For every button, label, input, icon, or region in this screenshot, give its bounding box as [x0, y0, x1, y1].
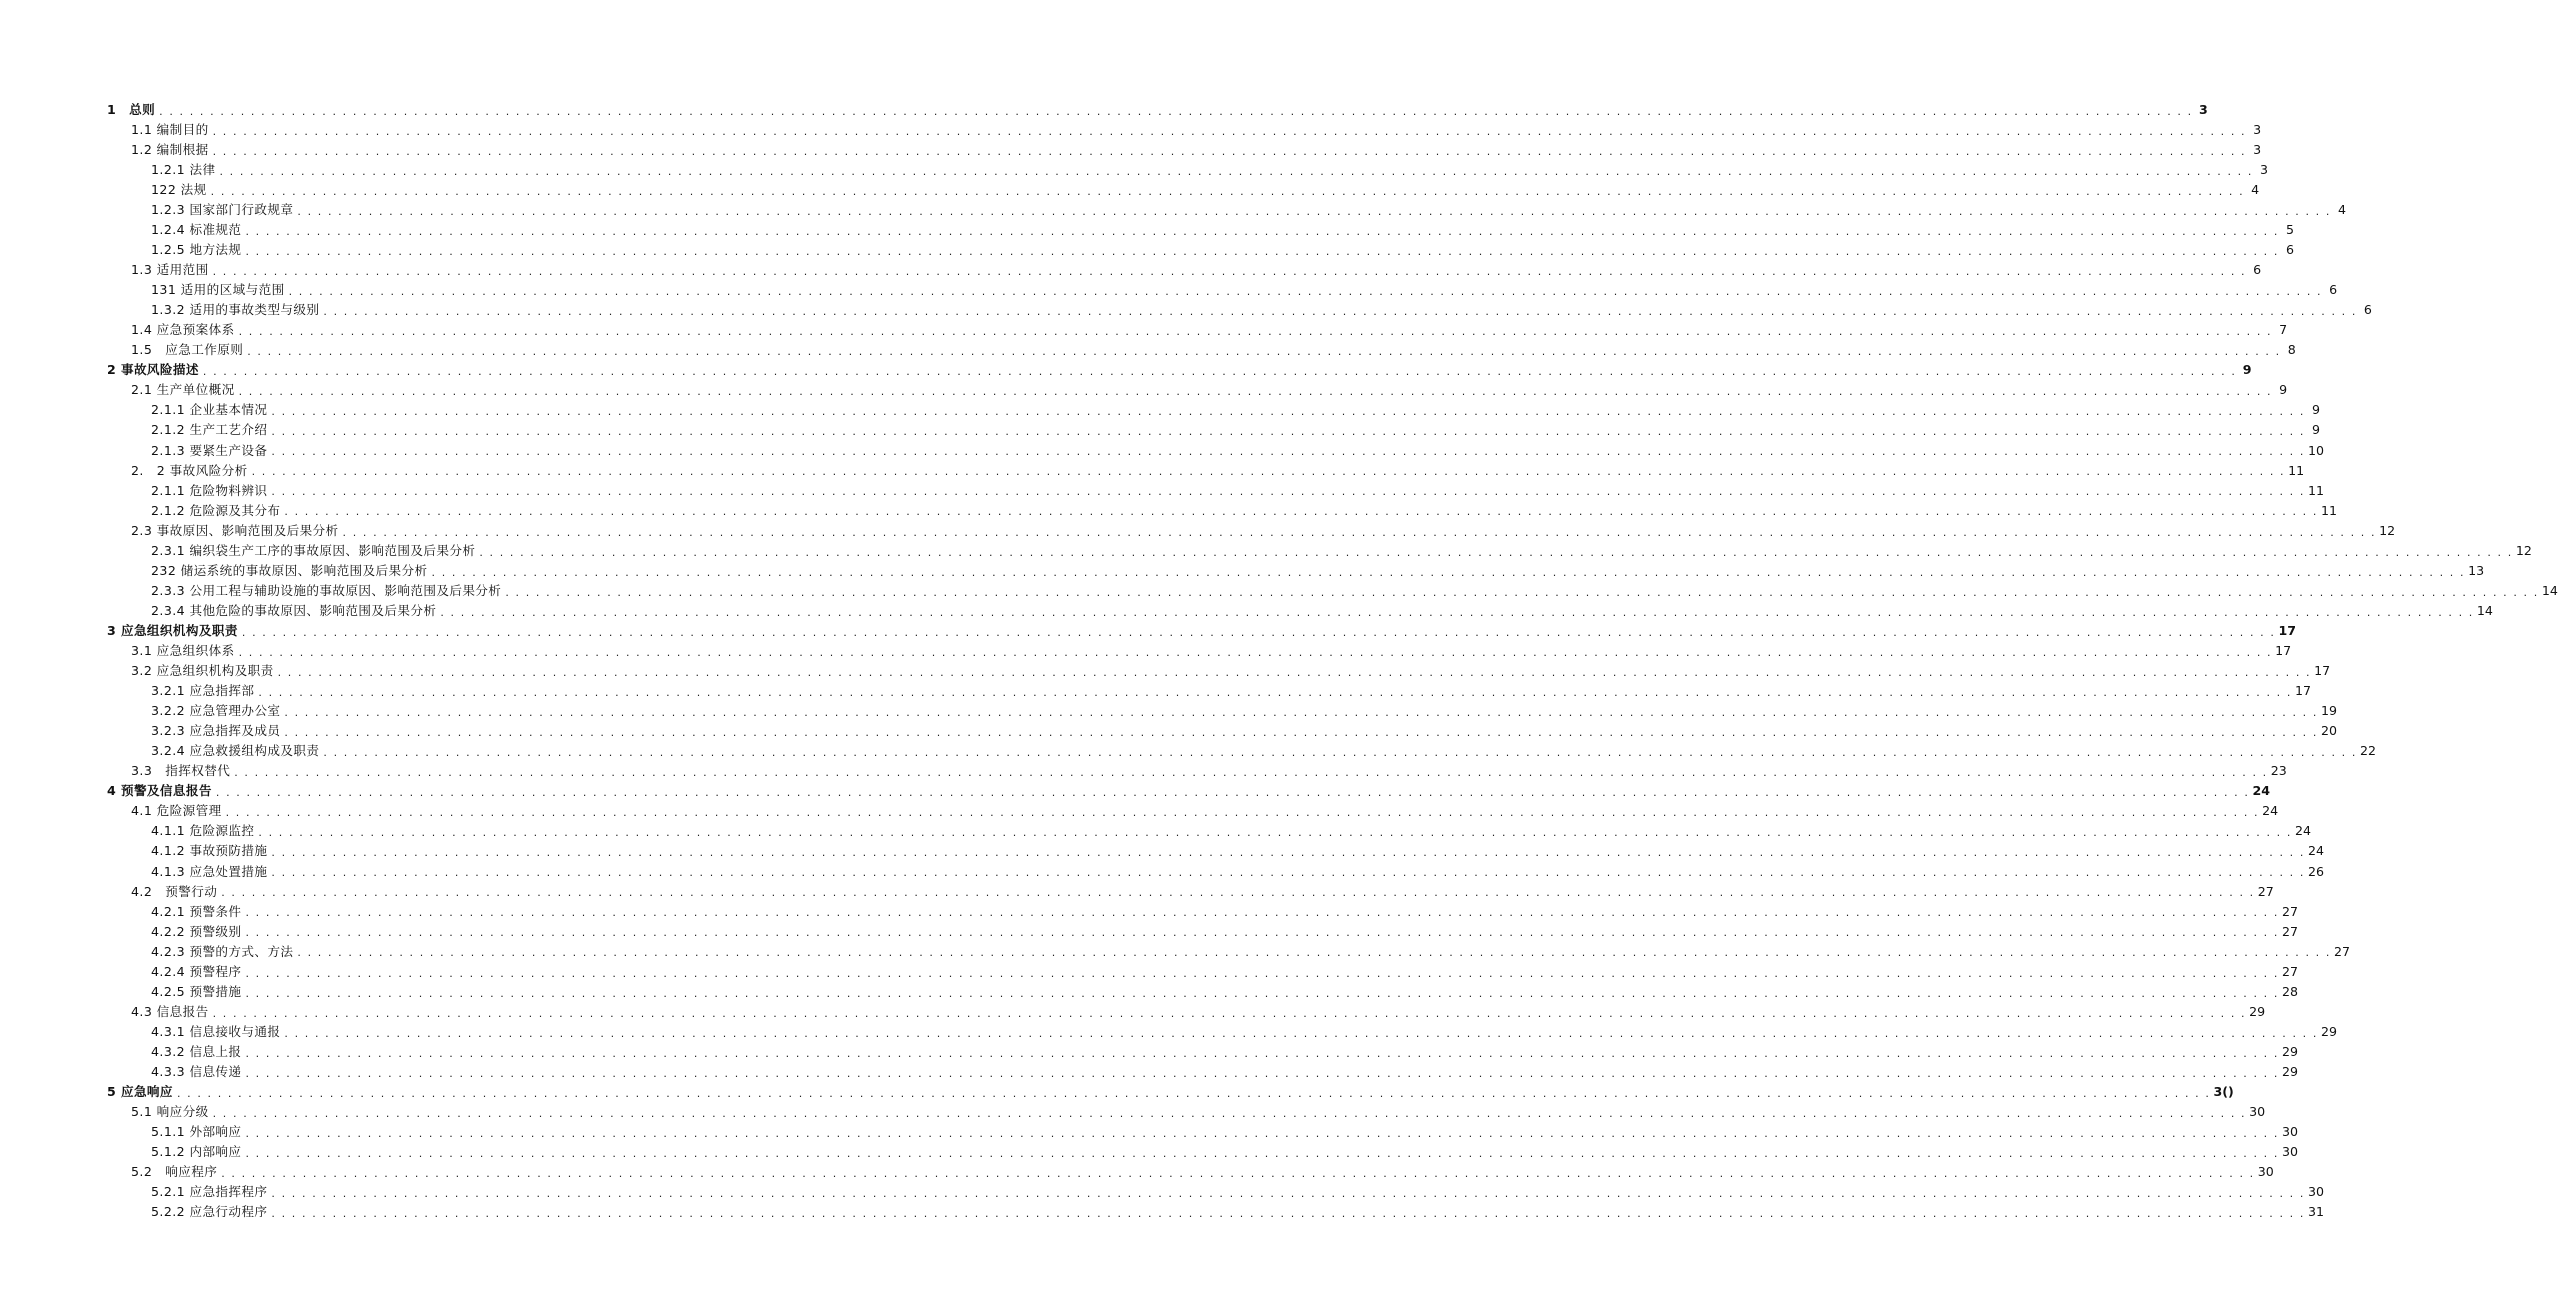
toc-entry[interactable] — [0, 1042, 2299, 1062]
toc-entry-inner — [0, 181, 2260, 198]
dot-leader: . . . . . . . . . . . . . . . . . . . . . . . . . . . . . . . . . . . . . . . . . . . . . . . . . . . . . . . . . . . . . . . . . . . . . . . . . . . . . . . . . . . . . . . . . . . . . . . . . . . . . . . . . . . . . . . . . . . . . . . . . . . . . . . . . . . . . . . . . . . . . . . . . . . . . . . . . . . . . . . . . . . . . . . . . . . . . . . . . . . . . . . . . . . . . . . . . . . . . . . . — [277, 665, 2312, 679]
toc-entry-page-number: 24 — [2262, 803, 2279, 819]
toc-entry-inner — [0, 1063, 2299, 1080]
toc-entry-inner — [0, 763, 2287, 780]
toc-entry-title: 2.1.1 企业基本情况 — [151, 402, 268, 418]
toc-entry-inner — [0, 863, 2324, 880]
toc-entry-page-number: 30 — [2249, 1104, 2266, 1120]
dot-leader: . . . . . . . . . . . . . . . . . . . . . . . . . . . . . . . . . . . . . . . . . . . . . . . . . . . . . . . . . . . . . . . . . . . . . . . . . . . . . . . . . . . . . . . . . . . . . . . . . . . . . . . . . . . . . . . . . . . . . . . . . . . . . . . . . . . . . . . . . . . . . . . . . . . . . . . . . . . . . . . . . . . . . . . . . . . . . . . . . . . . . . . . . . . . . . . . . . . . . . . . — [215, 786, 2250, 800]
toc-entry-title: 1.3 适用范围 — [131, 262, 209, 278]
toc-entry-inner — [0, 242, 2294, 258]
toc-entry-inner — [0, 522, 2396, 539]
dot-leader: . . . . . . . . . . . . . . . . . . . . . . . . . . . . . . . . . . . . . . . . . . . . . . . . . . . . . . . . . . . . . . . . . . . . . . . . . . . . . . . . . . . . . . . . . . . . . . . . . . . . . . . . . . . . . . . . . . . . . . . . . . . . . . . . . . . . . . . . . . . . . . . . . . . . . . . . . . . . . . . . . . . . . . . . . . . . . . . . . . . . . . . . . . . . . . . . . . . . . . . . — [225, 806, 2260, 820]
dot-leader: . . . . . . . . . . . . . . . . . . . . . . . . . . . . . . . . . . . . . . . . . . . . . . . . . . . . . . . . . . . . . . . . . . . . . . . . . . . . . . . . . . . . . . . . . . . . . . . . . . . . . . . . . . . . . . . . . . . . . . . . . . . . . . . . . . . . . . . . . . . . . . . . . . . . . . . . . . . . . . . . . . . . . . . . . . . . . . . . . . . . . . . . . . . . . . . . . . . . . . . . — [247, 345, 2281, 359]
toc-entry-inner — [0, 923, 2299, 940]
toc-entry-page-number: 3 — [2259, 161, 2268, 177]
toc-entry-page-number: 27 — [2281, 923, 2299, 939]
toc-entry-page-number: 30 — [2257, 1164, 2274, 1180]
toc-entry[interactable] — [0, 862, 2324, 882]
dot-leader: . . . . . . . . . . . . . . . . . . . . . . . . . . . . . . . . . . . . . . . . . . . . . . . . . . . . . . . . . . . . . . . . . . . . . . . . . . . . . . . . . . . . . . . . . . . . . . . . . . . . . . . . . . . . . . . . . . . . . . . . . . . . . . . . . . . . . . . . . . . . . . . . . . . . . . . . . . . . . . . . . . . . . . . . . . . . . . . . . . . . . . . . . . . . . . . . . . . . . . . . — [288, 284, 2323, 298]
toc-entry[interactable] — [0, 260, 2262, 280]
toc-entry[interactable] — [0, 822, 2311, 842]
toc-entry-title: 5.1 响应分级 — [131, 1104, 209, 1120]
toc-entry-inner — [0, 602, 2493, 619]
toc-entry-title: 122 法规 — [151, 181, 207, 197]
toc-entry-page-number: 12 — [2515, 542, 2532, 558]
toc-entry-inner — [0, 101, 2208, 118]
toc-entry[interactable] — [0, 701, 2337, 721]
toc-entry-inner — [0, 723, 2337, 739]
toc-entry[interactable] — [0, 1102, 2266, 1122]
toc-entry-inner — [0, 683, 2311, 699]
toc-entry[interactable] — [0, 1162, 2274, 1182]
toc-entry-inner — [0, 502, 2337, 519]
dot-leader: . . . . . . . . . . . . . . . . . . . . . . . . . . . . . . . . . . . . . . . . . . . . . . . . . . . . . . . . . . . . . . . . . . . . . . . . . . . . . . . . . . . . . . . . . . . . . . . . . . . . . . . . . . . . . . . . . . . . . . . . . . . . . . . . . . . . . . . . . . . . . . . . . . . . . . . . . . . . . . . . . . . . . . . . . . . . . . . . . . . . . . . . . . . . . . . . . . . . . . . . — [271, 846, 2305, 860]
toc-entry-inner — [0, 803, 2279, 820]
toc-entry-inner — [0, 141, 2262, 158]
toc-entry-inner — [0, 1164, 2274, 1180]
toc-entry-title: 4.1 危险源管理 — [131, 803, 222, 819]
toc-entry-title: 2.1.3 要紧生产设备 — [151, 442, 268, 458]
toc-entry-inner — [0, 121, 2262, 138]
toc-entry-title: 1.3.2 适用的事故类型与级别 — [151, 302, 320, 318]
toc-entry-page-number: 30 — [2281, 1124, 2299, 1140]
toc-entry-inner — [0, 542, 2532, 559]
toc-entry-title: 1.5 应急工作原则 — [131, 342, 244, 358]
toc-entry-page-number: 26 — [2307, 863, 2324, 879]
toc-entry-inner — [0, 302, 2372, 318]
toc-entry-page-number: 20 — [2320, 723, 2337, 739]
toc-entry-title: 5.2 响应程序 — [131, 1164, 218, 1180]
table-of-contents — [0, 100, 2558, 1223]
toc-entry-title: 4.3 信息报告 — [131, 1003, 209, 1019]
toc-entry[interactable] — [0, 661, 2331, 681]
dot-leader: . . . . . . . . . . . . . . . . . . . . . . . . . . . . . . . . . . . . . . . . . . . . . . . . . . . . . . . . . . . . . . . . . . . . . . . . . . . . . . . . . . . . . . . . . . . . . . . . . . . . . . . . . . . . . . . . . . . . . . . . . . . . . . . . . . . . . . . . . . . . . . . . . . . . . . . . . . . . . . . . . . . . . . . . . . . . . . . . . . . . . . . . . . . . . . . . . . . . . . . . — [245, 1046, 2279, 1060]
toc-entry-page-number: 11 — [2288, 462, 2305, 478]
toc-entry-title: 3.2.4 应急救援组构成及职责 — [151, 743, 320, 759]
toc-entry[interactable] — [0, 581, 2558, 601]
toc-entry-page-number: 27 — [2281, 963, 2299, 979]
toc-entry-title: 4.2 预警行动 — [131, 883, 218, 899]
toc-entry-page-number: 24 — [2307, 843, 2324, 859]
toc-entry[interactable] — [0, 220, 2294, 240]
toc-entry-title: 4.2.4 预警程序 — [151, 963, 242, 979]
toc-entry[interactable] — [0, 521, 2396, 541]
toc-entry[interactable] — [0, 200, 2346, 220]
toc-entry[interactable] — [0, 762, 2287, 782]
toc-entry-inner — [0, 482, 2324, 499]
dot-leader: . . . . . . . . . . . . . . . . . . . . . . . . . . . . . . . . . . . . . . . . . . . . . . . . . . . . . . . . . . . . . . . . . . . . . . . . . . . . . . . . . . . . . . . . . . . . . . . . . . . . . . . . . . . . . . . . . . . . . . . . . . . . . . . . . . . . . . . . . . . . . . . . . . . . . . . . . . . . . . . . . . . . . . . . . . . . . . . . . . . . . . . . . . . . . . . . . . . . . . . . — [245, 986, 2279, 1000]
toc-entry-page-number: 3 — [2198, 101, 2208, 117]
toc-entry-title: 232 储运系统的事故原因、影响范围及后果分析 — [151, 562, 428, 578]
toc-entry-inner — [0, 262, 2262, 278]
toc-entry-inner — [0, 161, 2268, 178]
toc-entry-title: 4.1.2 事故预防措施 — [151, 843, 268, 859]
toc-entry-page-number: 11 — [2307, 482, 2324, 498]
dot-leader: . . . . . . . . . . . . . . . . . . . . . . . . . . . . . . . . . . . . . . . . . . . . . . . . . . . . . . . . . . . . . . . . . . . . . . . . . . . . . . . . . . . . . . . . . . . . . . . . . . . . . . . . . . . . . . . . . . . . . . . . . . . . . . . . . . . . . . . . . . . . . . . . . . . . . . . . . . . . . . . . . . . . . . . . . . . . . . . . . . . . . . . . . . . . . . . . . . . . . . . . — [271, 405, 2305, 419]
toc-entry-page-number: 9 — [2242, 362, 2252, 378]
dot-leader: . . . . . . . . . . . . . . . . . . . . . . . . . . . . . . . . . . . . . . . . . . . . . . . . . . . . . . . . . . . . . . . . . . . . . . . . . . . . . . . . . . . . . . . . . . . . . . . . . . . . . . . . . . . . . . . . . . . . . . . . . . . . . . . . . . . . . . . . . . . . . . . . . . . . . . . . . . . . . . . . . . . . . . . . . . . . . . . . . . . . . . . . . . . . . . . . . . . . . . . . — [284, 705, 2318, 719]
toc-entry-title: 2.1.2 生产工艺介绍 — [151, 422, 268, 438]
toc-entry-title: 4.2.1 预警条件 — [151, 903, 242, 919]
toc-entry[interactable] — [0, 160, 2268, 180]
toc-entry-inner — [0, 1144, 2299, 1160]
toc-entry-page-number: 9 — [2279, 382, 2288, 398]
toc-entry[interactable] — [0, 1122, 2299, 1142]
toc-entry-inner — [0, 562, 2485, 579]
dot-leader: . . . . . . . . . . . . . . . . . . . . . . . . . . . . . . . . . . . . . . . . . . . . . . . . . . . . . . . . . . . . . . . . . . . . . . . . . . . . . . . . . . . . . . . . . . . . . . . . . . . . . . . . . . . . . . . . . . . . . . . . . . . . . . . . . . . . . . . . . . . . . . . . . . . . . . . . . . . . . . . . . . . . . . . . . . . . . . . . . . . . . . . . . . . . . . . . . . . . . . . . — [210, 184, 2245, 198]
toc-entry-title: 1.1 编制目的 — [131, 121, 209, 137]
dot-leader: . . . . . . . . . . . . . . . . . . . . . . . . . . . . . . . . . . . . . . . . . . . . . . . . . . . . . . . . . . . . . . . . . . . . . . . . . . . . . . . . . . . . . . . . . . . . . . . . . . . . . . . . . . . . . . . . . . . . . . . . . . . . . . . . . . . . . . . . . . . . . . . . . . . . . . . . . . . . . . . . . . . . . . . . . . . . . . . . . . . . . . . . . . . . . . . . . . . . . . . . — [241, 625, 2276, 639]
toc-entry-title: 2 事故风险描述 — [107, 362, 199, 378]
toc-entry-title: 1.2.1 法律 — [151, 161, 216, 177]
toc-entry-title: 131 适用的区域与范围 — [151, 282, 285, 298]
toc-entry-page-number: 13 — [2468, 562, 2485, 578]
dot-leader: . . . . . . . . . . . . . . . . . . . . . . . . . . . . . . . . . . . . . . . . . . . . . . . . . . . . . . . . . . . . . . . . . . . . . . . . . . . . . . . . . . . . . . . . . . . . . . . . . . . . . . . . . . . . . . . . . . . . . . . . . . . . . . . . . . . . . . . . . . . . . . . . . . . . . . . . . . . . . . . . . . . . . . . . . . . . . . . . . . . . . . . . . . . . . . . . . . . . . . . . — [440, 605, 2474, 619]
toc-entry[interactable] — [0, 461, 2305, 481]
toc-entry[interactable] — [0, 641, 2292, 661]
toc-entry-page-number: 3 — [2253, 121, 2262, 137]
toc-entry-inner — [0, 1043, 2299, 1060]
toc-entry-page-number: 31 — [2307, 1204, 2324, 1220]
toc-entry-inner — [0, 883, 2274, 900]
toc-entry[interactable] — [0, 341, 2296, 361]
toc-entry-page-number: 19 — [2320, 703, 2337, 719]
dot-leader: . . . . . . . . . . . . . . . . . . . . . . . . . . . . . . . . . . . . . . . . . . . . . . . . . . . . . . . . . . . . . . . . . . . . . . . . . . . . . . . . . . . . . . . . . . . . . . . . . . . . . . . . . . . . . . . . . . . . . . . . . . . . . . . . . . . . . . . . . . . . . . . . . . . . . . . . . . . . . . . . . . . . . . . . . . . . . . . . . . . . . . . . . . . . . . . . . . . . . . . . — [234, 766, 2268, 780]
toc-entry-inner — [0, 622, 2296, 639]
dot-leader: . . . . . . . . . . . . . . . . . . . . . . . . . . . . . . . . . . . . . . . . . . . . . . . . . . . . . . . . . . . . . . . . . . . . . . . . . . . . . . . . . . . . . . . . . . . . . . . . . . . . . . . . . . . . . . . . . . . . . . . . . . . . . . . . . . . . . . . . . . . . . . . . . . . . . . . . . . . . . . . . . . . . . . . . . . . . . . . . . . . . . . . . . . . . . . . . . . . . . . . . — [271, 1187, 2305, 1201]
dot-leader: . . . . . . . . . . . . . . . . . . . . . . . . . . . . . . . . . . . . . . . . . . . . . . . . . . . . . . . . . . . . . . . . . . . . . . . . . . . . . . . . . . . . . . . . . . . . . . . . . . . . . . . . . . . . . . . . . . . . . . . . . . . . . . . . . . . . . . . . . . . . . . . . . . . . . . . . . . . . . . . . . . . . . . . . . . . . . . . . . . . . . . . . . . . . . . . . . . . . . . . . — [297, 204, 2331, 218]
toc-entry-page-number: 27 — [2257, 883, 2274, 899]
toc-entry-title: 3.2.1 应急指挥部 — [151, 683, 255, 699]
toc-entry[interactable] — [0, 922, 2299, 942]
toc-entry[interactable] — [0, 742, 2376, 762]
toc-entry-page-number: 30 — [2281, 1144, 2299, 1160]
toc-entry-page-number: 8 — [2287, 342, 2296, 358]
dot-leader: . . . . . . . . . . . . . . . . . . . . . . . . . . . . . . . . . . . . . . . . . . . . . . . . . . . . . . . . . . . . . . . . . . . . . . . . . . . . . . . . . . . . . . . . . . . . . . . . . . . . . . . . . . . . . . . . . . . . . . . . . . . . . . . . . . . . . . . . . . . . . . . . . . . . . . . . . . . . . . . . . . . . . . . . . . . . . . . . . . . . . . . . . . . . . . . . . . . . . . . . — [505, 585, 2539, 599]
dot-leader: . . . . . . . . . . . . . . . . . . . . . . . . . . . . . . . . . . . . . . . . . . . . . . . . . . . . . . . . . . . . . . . . . . . . . . . . . . . . . . . . . . . . . . . . . . . . . . . . . . . . . . . . . . . . . . . . . . . . . . . . . . . . . . . . . . . . . . . . . . . . . . . . . . . . . . . . . . . . . . . . . . . . . . . . . . . . . . . . . . . . . . . . . . . . . . . . . . . . . . . . — [159, 104, 2193, 118]
dot-leader: . . . . . . . . . . . . . . . . . . . . . . . . . . . . . . . . . . . . . . . . . . . . . . . . . . . . . . . . . . . . . . . . . . . . . . . . . . . . . . . . . . . . . . . . . . . . . . . . . . . . . . . . . . . . . . . . . . . . . . . . . . . . . . . . . . . . . . . . . . . . . . . . . . . . . . . . . . . . . . . . . . . . . . . . . . . . . . . . . . . . . . . . . . . . . . . . . . . . . . . . — [271, 485, 2305, 499]
dot-leader: . . . . . . . . . . . . . . . . . . . . . . . . . . . . . . . . . . . . . . . . . . . . . . . . . . . . . . . . . . . . . . . . . . . . . . . . . . . . . . . . . . . . . . . . . . . . . . . . . . . . . . . . . . . . . . . . . . . . . . . . . . . . . . . . . . . . . . . . . . . . . . . . . . . . . . . . . . . . . . . . . . . . . . . . . . . . . . . . . . . . . . . . . . . . . . . . . . . . . . . . — [176, 1086, 2211, 1100]
toc-entry-page-number: 12 — [2379, 522, 2396, 538]
dot-leader: . . . . . . . . . . . . . . . . . . . . . . . . . . . . . . . . . . . . . . . . . . . . . . . . . . . . . . . . . . . . . . . . . . . . . . . . . . . . . . . . . . . . . . . . . . . . . . . . . . . . . . . . . . . . . . . . . . . . . . . . . . . . . . . . . . . . . . . . . . . . . . . . . . . . . . . . . . . . . . . . . . . . . . . . . . . . . . . . . . . . . . . . . . . . . . . . . . . . . . . . — [245, 1066, 2279, 1080]
toc-entry[interactable] — [0, 120, 2262, 140]
toc-entry-title: 2.1.1 危险物料辨识 — [151, 482, 268, 498]
toc-entry-page-number: 17 — [2294, 683, 2311, 699]
toc-entry-page-number: 17 — [2278, 622, 2296, 638]
toc-entry-page-number: 30 — [2307, 1184, 2324, 1200]
toc-entry[interactable] — [0, 381, 2288, 401]
toc-entry[interactable] — [0, 721, 2337, 741]
dot-leader: . . . . . . . . . . . . . . . . . . . . . . . . . . . . . . . . . . . . . . . . . . . . . . . . . . . . . . . . . . . . . . . . . . . . . . . . . . . . . . . . . . . . . . . . . . . . . . . . . . . . . . . . . . . . . . . . . . . . . . . . . . . . . . . . . . . . . . . . . . . . . . . . . . . . . . . . . . . . . . . . . . . . . . . . . . . . . . . . . . . . . . . . . . . . . . . . . . . . . . . . — [238, 385, 2273, 399]
toc-entry-title: 3.2 应急组织机构及职责 — [131, 663, 274, 679]
toc-entry-title: 2. 2 事故风险分析 — [131, 462, 248, 478]
toc-entry-inner — [0, 582, 2558, 599]
toc-entry-inner — [0, 222, 2294, 238]
dot-leader: . . . . . . . . . . . . . . . . . . . . . . . . . . . . . . . . . . . . . . . . . . . . . . . . . . . . . . . . . . . . . . . . . . . . . . . . . . . . . . . . . . . . . . . . . . . . . . . . . . . . . . . . . . . . . . . . . . . . . . . . . . . . . . . . . . . . . . . . . . . . . . . . . . . . . . . . . . . . . . . . . . . . . . . . . . . . . . . . . . . . . . . . . . . . . . . . . . . . . . . . — [245, 1126, 2279, 1140]
dot-leader: . . . . . . . . . . . . . . . . . . . . . . . . . . . . . . . . . . . . . . . . . . . . . . . . . . . . . . . . . . . . . . . . . . . . . . . . . . . . . . . . . . . . . . . . . . . . . . . . . . . . . . . . . . . . . . . . . . . . . . . . . . . . . . . . . . . . . . . . . . . . . . . . . . . . . . . . . . . . . . . . . . . . . . . . . . . . . . . . . . . . . . . . . . . . . . . . . . . . . . . . — [238, 645, 2273, 659]
toc-entry-page-number: 29 — [2320, 1023, 2337, 1039]
toc-entry-page-number: 27 — [2281, 903, 2299, 919]
toc-entry-page-number: 11 — [2320, 502, 2337, 518]
toc-entry-title: 2.3.4 其他危险的事故原因、影响范围及后果分析 — [151, 602, 437, 618]
toc-entry[interactable] — [0, 421, 2320, 441]
toc-entry[interactable] — [0, 1203, 2324, 1223]
dot-leader: . . . . . . . . . . . . . . . . . . . . . . . . . . . . . . . . . . . . . . . . . . . . . . . . . . . . . . . . . . . . . . . . . . . . . . . . . . . . . . . . . . . . . . . . . . . . . . . . . . . . . . . . . . . . . . . . . . . . . . . . . . . . . . . . . . . . . . . . . . . . . . . . . . . . . . . . . . . . . . . . . . . . . . . . . . . . . . . . . . . . . . . . . . . . . . . . . . . . . . . . — [271, 425, 2305, 439]
toc-entry-page-number: 4 — [2251, 181, 2260, 197]
toc-entry-title: 5.2.1 应急指挥程序 — [151, 1184, 268, 1200]
toc-entry[interactable] — [0, 802, 2279, 822]
toc-entry-title: 3.2.3 应急指挥及成员 — [151, 723, 281, 739]
toc-entry[interactable] — [0, 541, 2532, 561]
toc-entry-page-number: 22 — [2359, 743, 2376, 759]
toc-entry-title: 4.1.1 危险源监控 — [151, 823, 255, 839]
toc-entry[interactable] — [0, 902, 2299, 922]
toc-entry[interactable] — [0, 681, 2311, 701]
toc-entry-inner — [0, 442, 2324, 459]
toc-entry-title: 1.2 编制根据 — [131, 141, 209, 157]
toc-entry[interactable] — [0, 280, 2338, 300]
toc-entry-title: 2.1 生产单位概况 — [131, 382, 235, 398]
toc-entry-title: 1.2.4 标准规范 — [151, 222, 242, 237]
toc-entry-page-number: 4 — [2337, 201, 2346, 217]
toc-entry-page-number: 9 — [2311, 422, 2320, 438]
toc-entry[interactable] — [0, 300, 2372, 320]
toc-entry-page-number: 23 — [2270, 763, 2287, 779]
dot-leader: . . . . . . . . . . . . . . . . . . . . . . . . . . . . . . . . . . . . . . . . . . . . . . . . . . . . . . . . . . . . . . . . . . . . . . . . . . . . . . . . . . . . . . . . . . . . . . . . . . . . . . . . . . . . . . . . . . . . . . . . . . . . . . . . . . . . . . . . . . . . . . . . . . . . . . . . . . . . . . . . . . . . . . . . . . . . . . . . . . . . . . . . . . . . . . . . . . . . . . . . — [245, 926, 2279, 940]
toc-entry-title: 4.3.1 信息接收与通报 — [151, 1023, 281, 1039]
toc-entry-page-number: 17 — [2314, 663, 2331, 679]
dot-leader: . . . . . . . . . . . . . . . . . . . . . . . . . . . . . . . . . . . . . . . . . . . . . . . . . . . . . . . . . . . . . . . . . . . . . . . . . . . . . . . . . . . . . . . . . . . . . . . . . . . . . . . . . . . . . . . . . . . . . . . . . . . . . . . . . . . . . . . . . . . . . . . . . . . . . . . . . . . . . . . . . . . . . . . . . . . . . . . . . . . . . . . . . . . . . . . . . . . . . . . . — [258, 685, 2292, 699]
toc-entry-title: 4.2.5 预警措施 — [151, 983, 242, 999]
toc-entry-inner — [0, 743, 2376, 760]
toc-entry[interactable] — [0, 621, 2296, 641]
dot-leader: . . . . . . . . . . . . . . . . . . . . . . . . . . . . . . . . . . . . . . . . . . . . . . . . . . . . . . . . . . . . . . . . . . . . . . . . . . . . . . . . . . . . . . . . . . . . . . . . . . . . . . . . . . . . . . . . . . . . . . . . . . . . . . . . . . . . . . . . . . . . . . . . . . . . . . . . . . . . . . . . . . . . . . . . . . . . . . . . . . . . . . . . . . . . . . . . . . . . . . . . — [323, 304, 2357, 318]
toc-entry-inner — [0, 642, 2292, 659]
toc-entry[interactable] — [0, 180, 2260, 200]
toc-entry-title: 1 总则 — [107, 101, 156, 117]
toc-entry[interactable] — [0, 1183, 2324, 1203]
dot-leader: . . . . . . . . . . . . . . . . . . . . . . . . . . . . . . . . . . . . . . . . . . . . . . . . . . . . . . . . . . . . . . . . . . . . . . . . . . . . . . . . . . . . . . . . . . . . . . . . . . . . . . . . . . . . . . . . . . . . . . . . . . . . . . . . . . . . . . . . . . . . . . . . . . . . . . . . . . . . . . . . . . . . . . . . . . . . . . . . . . . . . . . . . . . . . . . . . . . . . . . . — [212, 124, 2247, 138]
dot-leader: . . . . . . . . . . . . . . . . . . . . . . . . . . . . . . . . . . . . . . . . . . . . . . . . . . . . . . . . . . . . . . . . . . . . . . . . . . . . . . . . . . . . . . . . . . . . . . . . . . . . . . . . . . . . . . . . . . . . . . . . . . . . . . . . . . . . . . . . . . . . . . . . . . . . . . . . . . . . . . . . . . . . . . . . . . . . . . . . . . . . . . . . . . . . . . . . . . . . . . . . — [219, 164, 2253, 178]
toc-entry-inner — [0, 783, 2270, 800]
dot-leader: . . . . . . . . . . . . . . . . . . . . . . . . . . . . . . . . . . . . . . . . . . . . . . . . . . . . . . . . . . . . . . . . . . . . . . . . . . . . . . . . . . . . . . . . . . . . . . . . . . . . . . . . . . . . . . . . . . . . . . . . . . . . . . . . . . . . . . . . . . . . . . . . . . . . . . . . . . . . . . . . . . . . . . . . . . . . . . . . . . . . . . . . . . . . . . . . . . . . . . . . — [271, 866, 2305, 880]
toc-entry-page-number: 6 — [2253, 262, 2262, 278]
toc-entry[interactable] — [0, 321, 2288, 341]
toc-entry-inner — [0, 322, 2288, 339]
toc-entry[interactable] — [0, 100, 2208, 120]
toc-entry-inner — [0, 1003, 2266, 1020]
toc-entry[interactable] — [0, 1022, 2337, 1042]
toc-entry-page-number: 3() — [2213, 1084, 2234, 1100]
toc-entry-title: 2.3.3 公用工程与辅助设施的事故原因、影响范围及后果分析 — [151, 582, 502, 598]
toc-entry-inner — [0, 943, 2350, 960]
dot-leader: . . . . . . . . . . . . . . . . . . . . . . . . . . . . . . . . . . . . . . . . . . . . . . . . . . . . . . . . . . . . . . . . . . . . . . . . . . . . . . . . . . . . . . . . . . . . . . . . . . . . . . . . . . . . . . . . . . . . . . . . . . . . . . . . . . . . . . . . . . . . . . . . . . . . . . . . . . . . . . . . . . . . . . . . . . . . . . . . . . . . . . . . . . . . . . . . . . . . . . . . — [202, 365, 2237, 379]
toc-entry[interactable] — [0, 1082, 2234, 1102]
toc-entry-inner — [0, 1023, 2337, 1040]
dot-leader: . . . . . . . . . . . . . . . . . . . . . . . . . . . . . . . . . . . . . . . . . . . . . . . . . . . . . . . . . . . . . . . . . . . . . . . . . . . . . . . . . . . . . . . . . . . . . . . . . . . . . . . . . . . . . . . . . . . . . . . . . . . . . . . . . . . . . . . . . . . . . . . . . . . . . . . . . . . . . . . . . . . . . . . . . . . . . . . . . . . . . . . . . . . . . . . . . . . . . . . . — [342, 525, 2377, 539]
toc-entry-title: 3.3 指挥权替代 — [131, 763, 231, 779]
toc-entry-page-number: 28 — [2281, 983, 2299, 999]
toc-entry-page-number: 29 — [2281, 1043, 2299, 1059]
toc-entry-inner — [0, 201, 2346, 218]
toc-entry-page-number: 5 — [2285, 222, 2294, 237]
toc-entry-inner — [0, 1184, 2324, 1201]
toc-entry[interactable] — [0, 240, 2294, 260]
dot-leader: . . . . . . . . . . . . . . . . . . . . . . . . . . . . . . . . . . . . . . . . . . . . . . . . . . . . . . . . . . . . . . . . . . . . . . . . . . . . . . . . . . . . . . . . . . . . . . . . . . . . . . . . . . . . . . . . . . . . . . . . . . . . . . . . . . . . . . . . . . . . . . . . . . . . . . . . . . . . . . . . . . . . . . . . . . . . . . . . . . . . . . . . . . . . . . . . . . . . . . . . — [323, 746, 2357, 760]
dot-leader: . . . . . . . . . . . . . . . . . . . . . . . . . . . . . . . . . . . . . . . . . . . . . . . . . . . . . . . . . . . . . . . . . . . . . . . . . . . . . . . . . . . . . . . . . . . . . . . . . . . . . . . . . . . . . . . . . . . . . . . . . . . . . . . . . . . . . . . . . . . . . . . . . . . . . . . . . . . . . . . . . . . . . . . . . . . . . . . . . . . . . . . . . . . . . . . . . . . . . . . . — [245, 1146, 2279, 1160]
toc-entry[interactable] — [0, 140, 2262, 160]
dot-leader: . . . . . . . . . . . . . . . . . . . . . . . . . . . . . . . . . . . . . . . . . . . . . . . . . . . . . . . . . . . . . . . . . . . . . . . . . . . . . . . . . . . . . . . . . . . . . . . . . . . . . . . . . . . . . . . . . . . . . . . . . . . . . . . . . . . . . . . . . . . . . . . . . . . . . . . . . . . . . . . . . . . . . . . . . . . . . . . . . . . . . . . . . . . . . . . . . . . . . . . . — [284, 725, 2318, 739]
dot-leader: . . . . . . . . . . . . . . . . . . . . . . . . . . . . . . . . . . . . . . . . . . . . . . . . . . . . . . . . . . . . . . . . . . . . . . . . . . . . . . . . . . . . . . . . . . . . . . . . . . . . . . . . . . . . . . . . . . . . . . . . . . . . . . . . . . . . . . . . . . . . . . . . . . . . . . . . . . . . . . . . . . . . . . . . . . . . . . . . . . . . . . . . . . . . . . . . . . . . . . . . — [297, 946, 2331, 960]
toc-entry-inner — [0, 983, 2299, 1000]
dot-leader: . . . . . . . . . . . . . . . . . . . . . . . . . . . . . . . . . . . . . . . . . . . . . . . . . . . . . . . . . . . . . . . . . . . . . . . . . . . . . . . . . . . . . . . . . . . . . . . . . . . . . . . . . . . . . . . . . . . . . . . . . . . . . . . . . . . . . . . . . . . . . . . . . . . . . . . . . . . . . . . . . . . . . . . . . . . . . . . . . . . . . . . . . . . . . . . . . . . . . . . . — [245, 224, 2279, 238]
toc-entry-inner — [0, 382, 2288, 399]
dot-leader: . . . . . . . . . . . . . . . . . . . . . . . . . . . . . . . . . . . . . . . . . . . . . . . . . . . . . . . . . . . . . . . . . . . . . . . . . . . . . . . . . . . . . . . . . . . . . . . . . . . . . . . . . . . . . . . . . . . . . . . . . . . . . . . . . . . . . . . . . . . . . . . . . . . . . . . . . . . . . . . . . . . . . . . . . . . . . . . . . . . . . . . . . . . . . . . . . . . . . . . . — [212, 264, 2247, 278]
dot-leader: . . . . . . . . . . . . . . . . . . . . . . . . . . . . . . . . . . . . . . . . . . . . . . . . . . . . . . . . . . . . . . . . . . . . . . . . . . . . . . . . . . . . . . . . . . . . . . . . . . . . . . . . . . . . . . . . . . . . . . . . . . . . . . . . . . . . . . . . . . . . . . . . . . . . . . . . . . . . . . . . . . . . . . . . . . . . . . . . . . . . . . . . . . . . . . . . . . . . . . . . — [212, 1106, 2247, 1120]
dot-leader: . . . . . . . . . . . . . . . . . . . . . . . . . . . . . . . . . . . . . . . . . . . . . . . . . . . . . . . . . . . . . . . . . . . . . . . . . . . . . . . . . . . . . . . . . . . . . . . . . . . . . . . . . . . . . . . . . . . . . . . . . . . . . . . . . . . . . . . . . . . . . . . . . . . . . . . . . . . . . . . . . . . . . . . . . . . . . . . . . . . . . . . . . . . . . . . . . . . . . . . . — [245, 906, 2279, 920]
dot-leader: . . . . . . . . . . . . . . . . . . . . . . . . . . . . . . . . . . . . . . . . . . . . . . . . . . . . . . . . . . . . . . . . . . . . . . . . . . . . . . . . . . . . . . . . . . . . . . . . . . . . . . . . . . . . . . . . . . . . . . . . . . . . . . . . . . . . . . . . . . . . . . . . . . . . . . . . . . . . . . . . . . . . . . . . . . . . . . . . . . . . . . . . . . . . . . . . . . . . . . . . — [258, 826, 2292, 840]
toc-entry-title: 3 应急组织机构及职责 — [107, 622, 238, 638]
toc-entry-title: 2.3.1 编织袋生产工序的事故原因、影响范围及后果分析 — [151, 542, 476, 558]
dot-leader: . . . . . . . . . . . . . . . . . . . . . . . . . . . . . . . . . . . . . . . . . . . . . . . . . . . . . . . . . . . . . . . . . . . . . . . . . . . . . . . . . . . . . . . . . . . . . . . . . . . . . . . . . . . . . . . . . . . . . . . . . . . . . . . . . . . . . . . . . . . . . . . . . . . . . . . . . . . . . . . . . . . . . . . . . . . . . . . . . . . . . . . . . . . . . . . . . . . . . . . . — [431, 565, 2466, 579]
toc-entry-page-number: 7 — [2279, 322, 2288, 338]
toc-entry-page-number: 6 — [2285, 242, 2294, 258]
toc-entry[interactable] — [0, 561, 2485, 581]
toc-entry[interactable] — [0, 361, 2252, 381]
dot-leader: . . . . . . . . . . . . . . . . . . . . . . . . . . . . . . . . . . . . . . . . . . . . . . . . . . . . . . . . . . . . . . . . . . . . . . . . . . . . . . . . . . . . . . . . . . . . . . . . . . . . . . . . . . . . . . . . . . . . . . . . . . . . . . . . . . . . . . . . . . . . . . . . . . . . . . . . . . . . . . . . . . . . . . . . . . . . . . . . . . . . . . . . . . . . . . . . . . . . . . . . — [284, 1026, 2318, 1040]
toc-entry-title: 4.2.3 预警的方式、方法 — [151, 943, 294, 959]
toc-entry-title: 5.1.1 外部响应 — [151, 1124, 242, 1140]
toc-entry[interactable] — [0, 1142, 2299, 1162]
toc-entry[interactable] — [0, 962, 2299, 982]
toc-entry-page-number: 29 — [2249, 1003, 2266, 1019]
toc-entry-title: 2.3 事故原因、影响范围及后果分析 — [131, 522, 339, 538]
toc-entry-inner — [0, 823, 2311, 840]
dot-leader: . . . . . . . . . . . . . . . . . . . . . . . . . . . . . . . . . . . . . . . . . . . . . . . . . . . . . . . . . . . . . . . . . . . . . . . . . . . . . . . . . . . . . . . . . . . . . . . . . . . . . . . . . . . . . . . . . . . . . . . . . . . . . . . . . . . . . . . . . . . . . . . . . . . . . . . . . . . . . . . . . . . . . . . . . . . . . . . . . . . . . . . . . . . . . . . . . . . . . . . . — [245, 244, 2279, 258]
toc-entry-inner — [0, 963, 2299, 980]
dot-leader: . . . . . . . . . . . . . . . . . . . . . . . . . . . . . . . . . . . . . . . . . . . . . . . . . . . . . . . . . . . . . . . . . . . . . . . . . . . . . . . . . . . . . . . . . . . . . . . . . . . . . . . . . . . . . . . . . . . . . . . . . . . . . . . . . . . . . . . . . . . . . . . . . . . . . . . . . . . . . . . . . . . . . . . . . . . . . . . . . . . . . . . . . . . . . . . . . . . . . . . . — [271, 445, 2305, 459]
toc-entry[interactable] — [0, 501, 2337, 521]
toc-entry-page-number: 24 — [2294, 823, 2311, 839]
toc-entry[interactable] — [0, 401, 2320, 421]
toc-entry-page-number: 27 — [2333, 943, 2350, 959]
toc-entry-page-number: 9 — [2311, 402, 2320, 418]
toc-entry-inner — [0, 663, 2331, 679]
dot-leader: . . . . . . . . . . . . . . . . . . . . . . . . . . . . . . . . . . . . . . . . . . . . . . . . . . . . . . . . . . . . . . . . . . . . . . . . . . . . . . . . . . . . . . . . . . . . . . . . . . . . . . . . . . . . . . . . . . . . . . . . . . . . . . . . . . . . . . . . . . . . . . . . . . . . . . . . . . . . . . . . . . . . . . . . . . . . . . . . . . . . . . . . . . . . . . . . . . . . . . . . — [221, 1167, 2255, 1180]
dot-leader: . . . . . . . . . . . . . . . . . . . . . . . . . . . . . . . . . . . . . . . . . . . . . . . . . . . . . . . . . . . . . . . . . . . . . . . . . . . . . . . . . . . . . . . . . . . . . . . . . . . . . . . . . . . . . . . . . . . . . . . . . . . . . . . . . . . . . . . . . . . . . . . . . . . . . . . . . . . . . . . . . . . . . . . . . . . . . . . . . . . . . . . . . . . . . . . . . . . . . . . . — [479, 545, 2513, 559]
dot-leader: . . . . . . . . . . . . . . . . . . . . . . . . . . . . . . . . . . . . . . . . . . . . . . . . . . . . . . . . . . . . . . . . . . . . . . . . . . . . . . . . . . . . . . . . . . . . . . . . . . . . . . . . . . . . . . . . . . . . . . . . . . . . . . . . . . . . . . . . . . . . . . . . . . . . . . . . . . . . . . . . . . . . . . . . . . . . . . . . . . . . . . . . . . . . . . . . . . . . . . . . — [238, 325, 2273, 339]
toc-entry[interactable] — [0, 441, 2324, 461]
toc-entry-page-number: 17 — [2275, 642, 2292, 658]
toc-entry-page-number: 6 — [2363, 302, 2372, 318]
toc-entry-inner — [0, 903, 2299, 920]
toc-entry-title: 1.4 应急预案体系 — [131, 322, 235, 338]
toc-entry-page-number: 29 — [2281, 1063, 2299, 1079]
toc-entry-title: 5.1.2 内部响应 — [151, 1144, 242, 1160]
dot-leader: . . . . . . . . . . . . . . . . . . . . . . . . . . . . . . . . . . . . . . . . . . . . . . . . . . . . . . . . . . . . . . . . . . . . . . . . . . . . . . . . . . . . . . . . . . . . . . . . . . . . . . . . . . . . . . . . . . . . . . . . . . . . . . . . . . . . . . . . . . . . . . . . . . . . . . . . . . . . . . . . . . . . . . . . . . . . . . . . . . . . . . . . . . . . . . . . . . . . . . . . — [245, 966, 2279, 980]
dot-leader: . . . . . . . . . . . . . . . . . . . . . . . . . . . . . . . . . . . . . . . . . . . . . . . . . . . . . . . . . . . . . . . . . . . . . . . . . . . . . . . . . . . . . . . . . . . . . . . . . . . . . . . . . . . . . . . . . . . . . . . . . . . . . . . . . . . . . . . . . . . . . . . . . . . . . . . . . . . . . . . . . . . . . . . . . . . . . . . . . . . . . . . . . . . . . . . . . . . . . . . . — [212, 1006, 2247, 1020]
toc-entry[interactable] — [0, 601, 2493, 621]
toc-entry-inner — [0, 1124, 2299, 1140]
toc-entry-title: 4.1.3 应急处置措施 — [151, 863, 268, 879]
toc-entry-title: 4.3.3 信息传递 — [151, 1063, 242, 1079]
toc-entry[interactable] — [0, 982, 2299, 1002]
toc-entry-inner — [0, 422, 2320, 439]
toc-entry[interactable] — [0, 1002, 2266, 1022]
toc-entry-title: 2.1.2 危险源及其分布 — [151, 502, 281, 518]
toc-entry-title: 3.2.2 应急管理办公室 — [151, 703, 281, 719]
toc-entry[interactable] — [0, 782, 2270, 802]
toc-entry-title: 4.3.2 信息上报 — [151, 1043, 242, 1059]
toc-entry-inner — [0, 1204, 2324, 1221]
toc-entry-inner — [0, 282, 2338, 298]
toc-entry-inner — [0, 843, 2324, 860]
toc-entry-inner — [0, 342, 2296, 359]
dot-leader: . . . . . . . . . . . . . . . . . . . . . . . . . . . . . . . . . . . . . . . . . . . . . . . . . . . . . . . . . . . . . . . . . . . . . . . . . . . . . . . . . . . . . . . . . . . . . . . . . . . . . . . . . . . . . . . . . . . . . . . . . . . . . . . . . . . . . . . . . . . . . . . . . . . . . . . . . . . . . . . . . . . . . . . . . . . . . . . . . . . . . . . . . . . . . . . . . . . . . . . . — [251, 465, 2286, 479]
toc-entry[interactable] — [0, 942, 2350, 962]
toc-entry-inner — [0, 402, 2320, 419]
toc-entry[interactable] — [0, 882, 2274, 902]
dot-leader: . . . . . . . . . . . . . . . . . . . . . . . . . . . . . . . . . . . . . . . . . . . . . . . . . . . . . . . . . . . . . . . . . . . . . . . . . . . . . . . . . . . . . . . . . . . . . . . . . . . . . . . . . . . . . . . . . . . . . . . . . . . . . . . . . . . . . . . . . . . . . . . . . . . . . . . . . . . . . . . . . . . . . . . . . . . . . . . . . . . . . . . . . . . . . . . . . . . . . . . . — [212, 144, 2247, 158]
toc-entry-title: 5.2.2 应急行动程序 — [151, 1204, 268, 1220]
toc-entry-title: 1.2.3 国家部门行政规章 — [151, 201, 294, 217]
toc-entry-page-number: 3 — [2253, 141, 2262, 157]
toc-entry-title: 4 预警及信息报告 — [107, 783, 212, 799]
toc-entry-title: 5 应急响应 — [107, 1084, 173, 1100]
toc-entry-inner — [0, 1104, 2266, 1120]
toc-entry-page-number: 10 — [2307, 442, 2324, 458]
toc-entry-inner — [0, 462, 2305, 479]
toc-entry[interactable] — [0, 481, 2324, 501]
toc-entry-page-number: 14 — [2541, 582, 2558, 598]
dot-leader: . . . . . . . . . . . . . . . . . . . . . . . . . . . . . . . . . . . . . . . . . . . . . . . . . . . . . . . . . . . . . . . . . . . . . . . . . . . . . . . . . . . . . . . . . . . . . . . . . . . . . . . . . . . . . . . . . . . . . . . . . . . . . . . . . . . . . . . . . . . . . . . . . . . . . . . . . . . . . . . . . . . . . . . . . . . . . . . . . . . . . . . . . . . . . . . . . . . . . . . . — [271, 1207, 2305, 1221]
toc-entry-page-number: 6 — [2329, 282, 2338, 298]
toc-entry-title: 4.2.2 预警级别 — [151, 923, 242, 939]
dot-leader: . . . . . . . . . . . . . . . . . . . . . . . . . . . . . . . . . . . . . . . . . . . . . . . . . . . . . . . . . . . . . . . . . . . . . . . . . . . . . . . . . . . . . . . . . . . . . . . . . . . . . . . . . . . . . . . . . . . . . . . . . . . . . . . . . . . . . . . . . . . . . . . . . . . . . . . . . . . . . . . . . . . . . . . . . . . . . . . . . . . . . . . . . . . . . . . . . . . . . . . . — [284, 505, 2318, 519]
toc-entry-inner — [0, 703, 2337, 719]
toc-entry[interactable] — [0, 842, 2324, 862]
toc-entry[interactable] — [0, 1062, 2299, 1082]
toc-entry-inner — [0, 362, 2252, 379]
dot-leader: . . . . . . . . . . . . . . . . . . . . . . . . . . . . . . . . . . . . . . . . . . . . . . . . . . . . . . . . . . . . . . . . . . . . . . . . . . . . . . . . . . . . . . . . . . . . . . . . . . . . . . . . . . . . . . . . . . . . . . . . . . . . . . . . . . . . . . . . . . . . . . . . . . . . . . . . . . . . . . . . . . . . . . . . . . . . . . . . . . . . . . . . . . . . . . . . . . . . . . . . — [221, 886, 2255, 900]
toc-entry-title: 3.1 应急组织体系 — [131, 642, 235, 658]
toc-entry-page-number: 14 — [2476, 602, 2493, 618]
toc-entry-inner — [0, 1084, 2234, 1100]
toc-entry-title: 1.2.5 地方法规 — [151, 242, 242, 258]
toc-entry-page-number: 24 — [2252, 783, 2270, 799]
